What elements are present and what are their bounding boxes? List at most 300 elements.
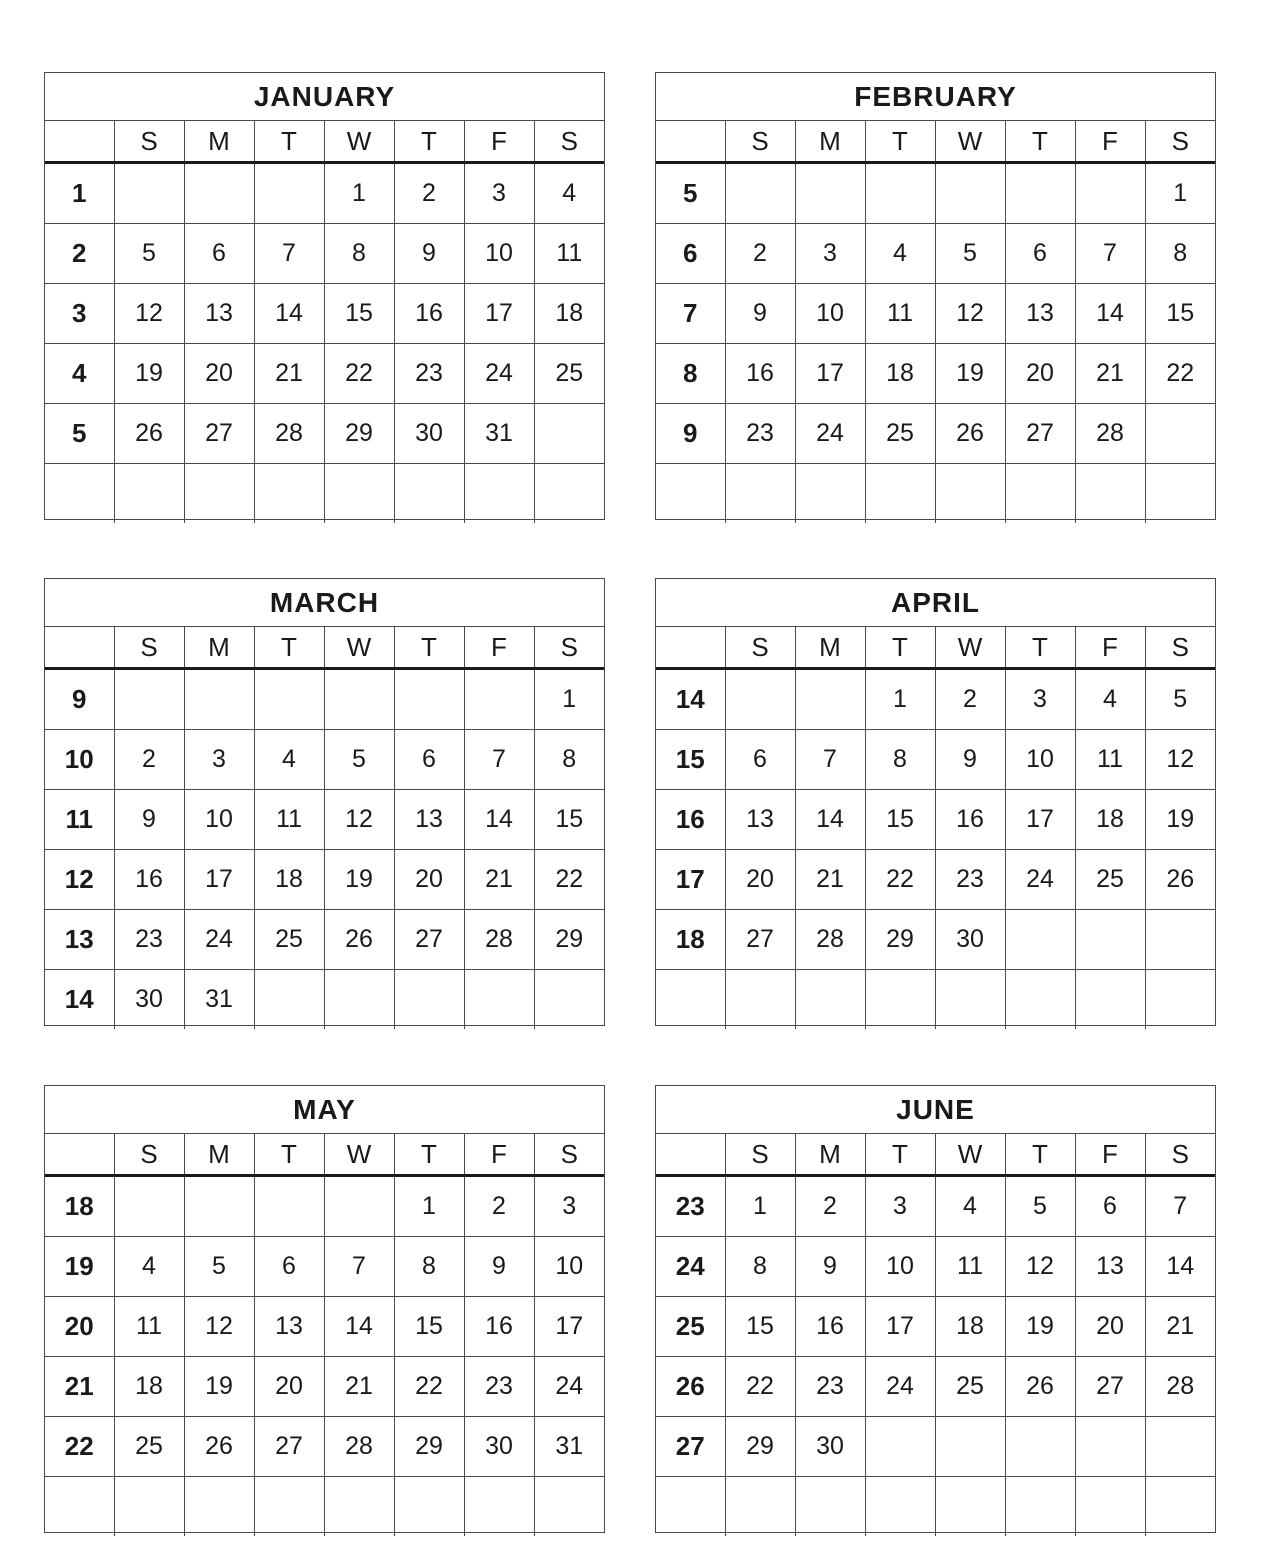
week-row [45,669,604,730]
day-cell [324,464,394,524]
day-cell: 25 [254,910,324,970]
weekday-label: T [254,121,324,163]
day-cell [1005,163,1075,224]
day-cell: 7 [324,1237,394,1297]
day-cell: 23 [795,1357,865,1417]
day-cell: 21 [1075,344,1145,404]
day-cell: 28 [254,404,324,464]
week-number: 4 [45,344,114,404]
day-cell: 17 [184,850,254,910]
day-cell: 10 [464,224,534,284]
week-number: 10 [45,730,114,790]
day-cell: 16 [725,344,795,404]
day-cell [254,163,324,224]
day-cell: 26 [935,404,1005,464]
day-cell [935,1477,1005,1537]
month-calendar-may [44,1085,605,1533]
day-cell: 26 [1145,850,1215,910]
day-cell: 25 [935,1357,1005,1417]
week-number-header [656,627,725,669]
weekday-label: F [464,1134,534,1176]
weekday-label: T [394,627,464,669]
day-cell: 2 [795,1176,865,1237]
day-cell [534,970,604,1030]
day-cell: 28 [1075,404,1145,464]
day-cell: 22 [324,344,394,404]
day-cell [254,464,324,524]
day-cell: 15 [534,790,604,850]
day-cell [464,970,534,1030]
weekday-label: S [725,1134,795,1176]
day-cell [1145,1417,1215,1477]
week-number: 8 [656,344,725,404]
weekday-label: S [114,1134,184,1176]
month-grid [45,1134,604,1536]
day-cell: 5 [114,224,184,284]
day-cell [394,970,464,1030]
day-cell: 24 [534,1357,604,1417]
day-cell: 25 [1075,850,1145,910]
day-cell [184,1477,254,1537]
day-cell: 4 [935,1176,1005,1237]
week-number: 11 [45,790,114,850]
day-cell: 11 [1075,730,1145,790]
day-cell [725,1477,795,1537]
day-cell: 30 [394,404,464,464]
day-cell: 14 [795,790,865,850]
day-cell: 7 [1145,1176,1215,1237]
weekday-label: T [1005,627,1075,669]
week-number-header [45,627,114,669]
week-row [656,850,1215,910]
day-cell: 2 [114,730,184,790]
day-cell: 8 [394,1237,464,1297]
day-cell [935,464,1005,524]
day-cell: 27 [725,910,795,970]
weekday-label: F [1075,121,1145,163]
week-number: 20 [45,1297,114,1357]
week-row [45,850,604,910]
day-cell: 5 [1005,1176,1075,1237]
day-cell: 16 [114,850,184,910]
day-cell: 26 [184,1417,254,1477]
day-cell: 12 [1005,1237,1075,1297]
day-cell: 25 [114,1417,184,1477]
day-cell: 5 [1145,669,1215,730]
weekday-label: M [795,627,865,669]
week-number: 15 [656,730,725,790]
day-cell: 16 [935,790,1005,850]
week-row [45,730,604,790]
day-cell [1145,910,1215,970]
day-cell: 14 [464,790,534,850]
day-cell: 16 [464,1297,534,1357]
month-title: APRIL [656,579,1215,627]
day-cell: 31 [534,1417,604,1477]
day-cell: 1 [725,1176,795,1237]
week-number [656,464,725,524]
weekday-label: T [394,121,464,163]
day-cell [865,970,935,1030]
day-cell [935,163,1005,224]
day-cell: 3 [865,1176,935,1237]
day-cell: 28 [795,910,865,970]
weekday-label: M [795,1134,865,1176]
week-number: 17 [656,850,725,910]
week-number: 16 [656,790,725,850]
week-number: 14 [45,970,114,1030]
day-cell: 3 [534,1176,604,1237]
month-grid [656,121,1215,523]
day-cell: 9 [935,730,1005,790]
day-cell: 17 [1005,790,1075,850]
weekday-label: M [795,121,865,163]
day-cell: 8 [1145,224,1215,284]
day-cell: 2 [725,224,795,284]
weekday-header-row [45,121,604,163]
week-row [656,970,1215,1030]
day-cell: 19 [114,344,184,404]
day-cell: 24 [1005,850,1075,910]
week-number: 14 [656,669,725,730]
day-cell [534,464,604,524]
day-cell: 21 [324,1357,394,1417]
weekday-label: W [935,121,1005,163]
week-number: 12 [45,850,114,910]
day-cell [324,970,394,1030]
weekday-header-row [656,121,1215,163]
week-row [656,404,1215,464]
day-cell [795,970,865,1030]
day-cell: 23 [464,1357,534,1417]
day-cell: 12 [1145,730,1215,790]
week-number [656,1477,725,1537]
month-calendar-june [655,1085,1216,1533]
day-cell: 22 [865,850,935,910]
day-cell: 29 [394,1417,464,1477]
weekday-label: S [534,1134,604,1176]
day-cell: 20 [725,850,795,910]
weekday-label: W [324,1134,394,1176]
weekday-label: S [725,627,795,669]
day-cell: 2 [935,669,1005,730]
day-cell: 11 [254,790,324,850]
week-row [45,1297,604,1357]
day-cell: 12 [324,790,394,850]
month-calendar-march [44,578,605,1026]
day-cell: 12 [935,284,1005,344]
day-cell: 13 [1005,284,1075,344]
day-cell [1005,464,1075,524]
week-number-header [656,121,725,163]
day-cell: 29 [534,910,604,970]
day-cell: 30 [464,1417,534,1477]
weekday-label: T [865,627,935,669]
weekday-header-row [656,627,1215,669]
day-cell: 22 [725,1357,795,1417]
month-title: MARCH [45,579,604,627]
weekday-label: T [1005,1134,1075,1176]
weekday-label: S [534,627,604,669]
day-cell [725,669,795,730]
day-cell: 8 [324,224,394,284]
week-row [656,669,1215,730]
weekday-label: W [935,1134,1005,1176]
day-cell: 27 [254,1417,324,1477]
day-cell: 17 [534,1297,604,1357]
day-cell [184,669,254,730]
day-cell [534,404,604,464]
week-number: 5 [656,163,725,224]
day-cell [795,163,865,224]
day-cell: 20 [1005,344,1075,404]
day-cell [795,1477,865,1537]
day-cell: 6 [1075,1176,1145,1237]
day-cell: 9 [795,1237,865,1297]
week-row [45,1417,604,1477]
week-number [45,1477,114,1537]
day-cell: 14 [324,1297,394,1357]
weekday-label: W [324,627,394,669]
day-cell [1145,464,1215,524]
day-cell [1075,464,1145,524]
day-cell: 19 [324,850,394,910]
day-cell: 21 [464,850,534,910]
day-cell: 6 [254,1237,324,1297]
day-cell: 13 [254,1297,324,1357]
weekday-label: T [254,1134,324,1176]
day-cell: 26 [1005,1357,1075,1417]
week-row [45,1357,604,1417]
day-cell: 18 [1075,790,1145,850]
day-cell: 2 [394,163,464,224]
week-number: 21 [45,1357,114,1417]
week-row [656,730,1215,790]
week-number-header [45,1134,114,1176]
day-cell: 11 [114,1297,184,1357]
day-cell: 10 [865,1237,935,1297]
weekday-label: S [1145,627,1215,669]
week-number: 22 [45,1417,114,1477]
day-cell [254,970,324,1030]
week-number: 23 [656,1176,725,1237]
day-cell: 9 [114,790,184,850]
weekday-label: M [184,121,254,163]
day-cell: 6 [394,730,464,790]
day-cell: 3 [1005,669,1075,730]
day-cell: 14 [1145,1237,1215,1297]
week-row [656,1477,1215,1537]
day-cell: 23 [935,850,1005,910]
day-cell [1005,970,1075,1030]
day-cell: 4 [254,730,324,790]
day-cell: 1 [865,669,935,730]
day-cell: 21 [795,850,865,910]
week-row [656,284,1215,344]
week-row [45,163,604,224]
day-cell: 25 [534,344,604,404]
day-cell [394,464,464,524]
weekday-label: T [865,121,935,163]
day-cell: 1 [394,1176,464,1237]
weekday-label: T [1005,121,1075,163]
week-number: 9 [656,404,725,464]
day-cell: 15 [1145,284,1215,344]
month-calendar-february [655,72,1216,520]
day-cell: 28 [1145,1357,1215,1417]
day-cell: 18 [254,850,324,910]
day-cell [1145,1477,1215,1537]
day-cell: 27 [1075,1357,1145,1417]
day-cell: 6 [1005,224,1075,284]
day-cell: 28 [464,910,534,970]
week-number [45,464,114,524]
day-cell [1145,404,1215,464]
day-cell [394,669,464,730]
day-cell: 18 [114,1357,184,1417]
week-row [656,910,1215,970]
day-cell [865,464,935,524]
week-row [45,224,604,284]
day-cell: 25 [865,404,935,464]
day-cell: 23 [394,344,464,404]
weekday-label: T [865,1134,935,1176]
week-number: 2 [45,224,114,284]
day-cell: 3 [795,224,865,284]
day-cell [254,669,324,730]
day-cell: 29 [324,404,394,464]
month-calendar-april [655,578,1216,1026]
day-cell: 7 [464,730,534,790]
day-cell [795,464,865,524]
day-cell: 21 [254,344,324,404]
day-cell [1005,910,1075,970]
day-cell: 13 [1075,1237,1145,1297]
day-cell: 15 [394,1297,464,1357]
day-cell: 4 [534,163,604,224]
week-row [656,464,1215,524]
weekday-label: S [725,121,795,163]
month-title: FEBRUARY [656,73,1215,121]
day-cell [114,1176,184,1237]
day-cell [114,163,184,224]
day-cell: 31 [184,970,254,1030]
week-row [45,1237,604,1297]
day-cell: 22 [534,850,604,910]
week-row [45,1176,604,1237]
week-number: 18 [656,910,725,970]
month-title: JANUARY [45,73,604,121]
day-cell: 1 [534,669,604,730]
day-cell: 8 [865,730,935,790]
week-number: 3 [45,284,114,344]
week-number: 18 [45,1176,114,1237]
day-cell: 23 [725,404,795,464]
day-cell [254,1176,324,1237]
day-cell: 14 [254,284,324,344]
day-cell: 18 [935,1297,1005,1357]
day-cell: 11 [935,1237,1005,1297]
month-grid [656,1134,1215,1536]
day-cell: 9 [394,224,464,284]
week-row [656,790,1215,850]
day-cell: 5 [935,224,1005,284]
day-cell: 29 [725,1417,795,1477]
day-cell: 2 [464,1176,534,1237]
day-cell [725,163,795,224]
weekday-label: S [534,121,604,163]
day-cell [184,1176,254,1237]
day-cell [114,669,184,730]
week-row [656,1176,1215,1237]
day-cell [184,464,254,524]
week-row [45,284,604,344]
day-cell [865,1417,935,1477]
day-cell: 14 [1075,284,1145,344]
day-cell: 20 [1075,1297,1145,1357]
weekday-label: F [464,627,534,669]
day-cell: 3 [464,163,534,224]
day-cell: 8 [534,730,604,790]
week-number: 26 [656,1357,725,1417]
day-cell: 19 [184,1357,254,1417]
day-cell [464,669,534,730]
weekday-header-row [45,1134,604,1176]
week-number: 19 [45,1237,114,1297]
day-cell: 17 [795,344,865,404]
weekday-label: S [1145,121,1215,163]
day-cell: 13 [394,790,464,850]
day-cell: 17 [464,284,534,344]
week-row [45,344,604,404]
day-cell: 7 [1075,224,1145,284]
weekday-label: F [1075,1134,1145,1176]
day-cell: 15 [324,284,394,344]
day-cell: 8 [725,1237,795,1297]
day-cell [935,970,1005,1030]
weekday-label: M [184,627,254,669]
month-title: MAY [45,1086,604,1134]
week-number: 24 [656,1237,725,1297]
day-cell: 19 [1145,790,1215,850]
day-cell: 12 [114,284,184,344]
week-number: 27 [656,1417,725,1477]
day-cell: 13 [725,790,795,850]
day-cell: 6 [184,224,254,284]
day-cell: 20 [184,344,254,404]
day-cell: 16 [795,1297,865,1357]
week-row [656,163,1215,224]
day-cell [254,1477,324,1537]
day-cell: 10 [184,790,254,850]
day-cell: 22 [394,1357,464,1417]
day-cell: 3 [184,730,254,790]
day-cell: 23 [114,910,184,970]
day-cell: 22 [1145,344,1215,404]
day-cell [1075,1417,1145,1477]
week-number: 6 [656,224,725,284]
week-row [656,224,1215,284]
day-cell: 21 [1145,1297,1215,1357]
weekday-label: F [1075,627,1145,669]
day-cell: 26 [114,404,184,464]
day-cell: 17 [865,1297,935,1357]
day-cell: 4 [1075,669,1145,730]
week-number: 5 [45,404,114,464]
weekday-header-row [45,627,604,669]
day-cell: 1 [1145,163,1215,224]
day-cell: 18 [534,284,604,344]
